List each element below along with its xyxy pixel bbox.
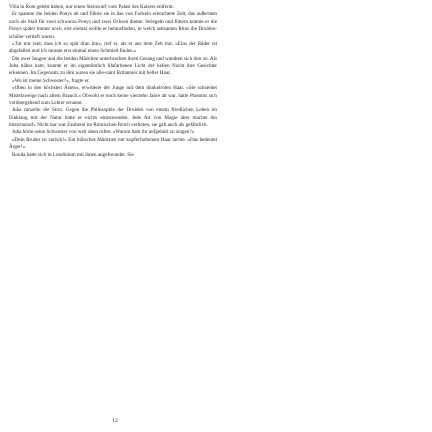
body-text [9, 4, 217, 159]
paragraph: »Wo ist meine Schwester?«, fragte er. [12, 77, 90, 84]
paragraph: Die zwei Jungen und die beiden Mädchen unterbrachen ihren Gesang und wandten sich ihm zu. Als Juba näher kam, konnte er im eigentümlich lilafarbenen Licht der hellen Nacht ihre Gesichter erkennen. Im Gegensatz zu ihm waren sie alle-samt Britannier mit heller Haut. [9, 55, 217, 77]
paragraph: Juba hörte seine Schwester von weit oben rufen: »Warum habt ihr aufgehört zu singen?« [12, 129, 195, 136]
paragraph: »Tut mir leid, dass ich so spät dran bin«, rief er, als er aus dem Zelt trat. »Eins der Räder ist abgefallen und ich musste erst einmal einen Schmied finden.« [9, 40, 217, 55]
paragraph: Juba runzelte die Stirn. Gegen die Philosophie der Druiden von einem friedlichen Leben im Einklang mit der Natur hatte er nichts einzuwenden. Jede Art von Magie aber machte ihn misstrauisch. Nicht nur war Zauberei im Römischen Reich verboten, sie galt auch als gefährlich. [9, 107, 217, 128]
paragraph: Er spannte die beiden Ponys ab und führte sie in das von Fackeln erleuchtete Zelt, das außerdem noch als Stall für zwei schwarze Ponys und zwei Ochsen diente. Striegeln und füttern konnte er die Ponys später immer noch, erst einmal wollte er herausfinden, in welch seltsamen Ritus die Druiden-schüler vertieft waren. [9, 11, 217, 40]
paragraph: »Dein Bruder ist zurück!« Ein hübsches Mädchen mit kupferfarbenem Haar lachte. »Das bedeutet Ärger!« [9, 136, 217, 151]
page-number: 12 [112, 418, 118, 424]
paragraph: Villa in Rom gelebt hatten, nur einen Steinwurf vom Palast des Kaisers entfernt. [9, 4, 175, 10]
paragraph: Bouda hatte sich in Londinium mit ihnen angefreundet. Sie [12, 151, 134, 158]
paragraph: »Oben in den höchsten Ästen«, erwiderte der Junge mit dem dunkelroten Haar. »Sie schneidet Mistelzweige nach altem Brauch.« Obwohl er noch keine vierzehn Jahre alt war, hatte Prasutus sich vorübergehend zum Lehrer ernannt. [9, 85, 217, 106]
